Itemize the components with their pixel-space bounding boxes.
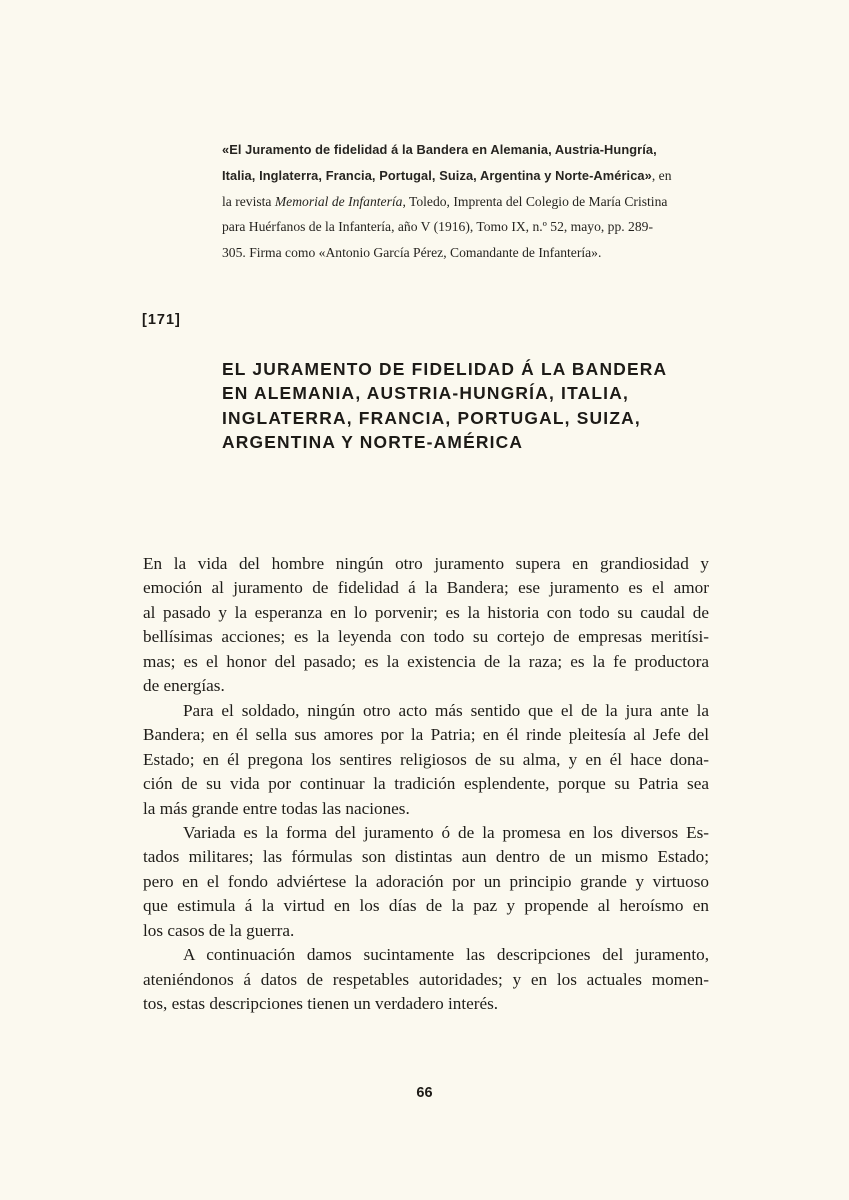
note-source-title-cont: Italia, Inglaterra, Francia, Portugal, Suiza, Argentina y Norte-América» xyxy=(222,167,652,183)
note-text: , Toledo, Imprenta del Colegio de María Cristina xyxy=(402,193,668,209)
journal-title: Memorial de Infantería xyxy=(274,193,403,209)
text-line: la más grande entre todas las naciones. xyxy=(143,798,410,818)
text-line: Bandera; en él sella sus amores por la Patria; en él rinde pleitesía al Jefe del xyxy=(143,725,709,745)
text-line: ateniéndonos á datos de respetables autoridades; y en los actuales momen- xyxy=(143,969,709,989)
text-line: Variada es la forma del juramento ó de la promesa en los diversos Es- xyxy=(183,822,709,842)
article-title xyxy=(222,357,667,455)
note-text: la revista xyxy=(222,193,275,209)
note-line xyxy=(222,137,690,163)
paragraph xyxy=(143,943,709,1016)
note-line xyxy=(222,189,690,215)
title-line: INGLATERRA, FRANCIA, PORTUGAL, SUIZA, xyxy=(222,407,641,428)
paragraph xyxy=(143,821,709,943)
note-line: 305. Firma como «Antonio García Pérez, Comandante de Infantería». xyxy=(222,245,602,261)
text-line: A continuación damos sucintamente las descripciones del juramento, xyxy=(183,945,709,965)
text-line: emoción al juramento de fidelidad á la Bandera; ese juramento es el amor xyxy=(143,578,709,598)
text-line: al pasado y la esperanza en lo porvenir; es la historia con todo su caudal de xyxy=(143,602,709,622)
text-line: Estado; en él pregona los sentires religiosos de su alma, y en él hace dona- xyxy=(143,749,709,769)
note-line xyxy=(222,163,690,189)
title-line: ARGENTINA Y NORTE-AMÉRICA xyxy=(222,432,524,453)
text-line: En la vida del hombre ningún otro juramento supera en grandiosidad y xyxy=(143,554,709,573)
text-line: que estimula á la virtud en los días de la paz y propende al heroísmo en xyxy=(143,896,709,916)
text-line: los casos de la guerra. xyxy=(143,920,295,940)
text-line: Para el soldado, ningún otro acto más sentido que el de la jura ante la xyxy=(183,700,709,720)
text-line: mas; es el honor del pasado; es la existencia de la raza; es la fe productora xyxy=(143,651,709,671)
title-line: EL JURAMENTO DE FIDELIDAD Á LA BANDERA xyxy=(222,359,668,379)
text-line: ción de su vida por continuar la tradición esplendente, porque su Patria sea xyxy=(143,774,709,794)
text-line: de energías. xyxy=(143,676,225,696)
text-line: pero en el fondo adviértese la adoración por un principio grande y virtuoso xyxy=(143,871,709,891)
note-text: , en xyxy=(651,167,672,183)
section-number: [171] xyxy=(142,312,181,328)
body-text xyxy=(143,552,709,1017)
paragraph xyxy=(143,552,709,699)
text-line: tos, estas descripciones tienen un verdadero interés. xyxy=(143,994,499,1014)
text-line: tados militares; las fórmulas son distintas aun dentro de un mismo Estado; xyxy=(143,847,709,867)
note-source-title: «El Juramento de fidelidad á la Bandera en Alemania, Austria-Hungría, xyxy=(222,142,657,157)
page-number: 66 xyxy=(416,1085,433,1101)
note-line: para Huérfanos de la Infantería, año V (1916), Tomo IX, n.º 52, mayo, pp. 289- xyxy=(222,219,653,235)
title-line: EN ALEMANIA, AUSTRIA-HUNGRÍA, ITALIA, xyxy=(222,383,630,404)
text-line: bellísimas acciones; es la leyenda con todo su cortejo de empresas meritísi- xyxy=(143,627,709,647)
paragraph xyxy=(143,699,709,821)
bibliographic-note xyxy=(222,137,690,266)
